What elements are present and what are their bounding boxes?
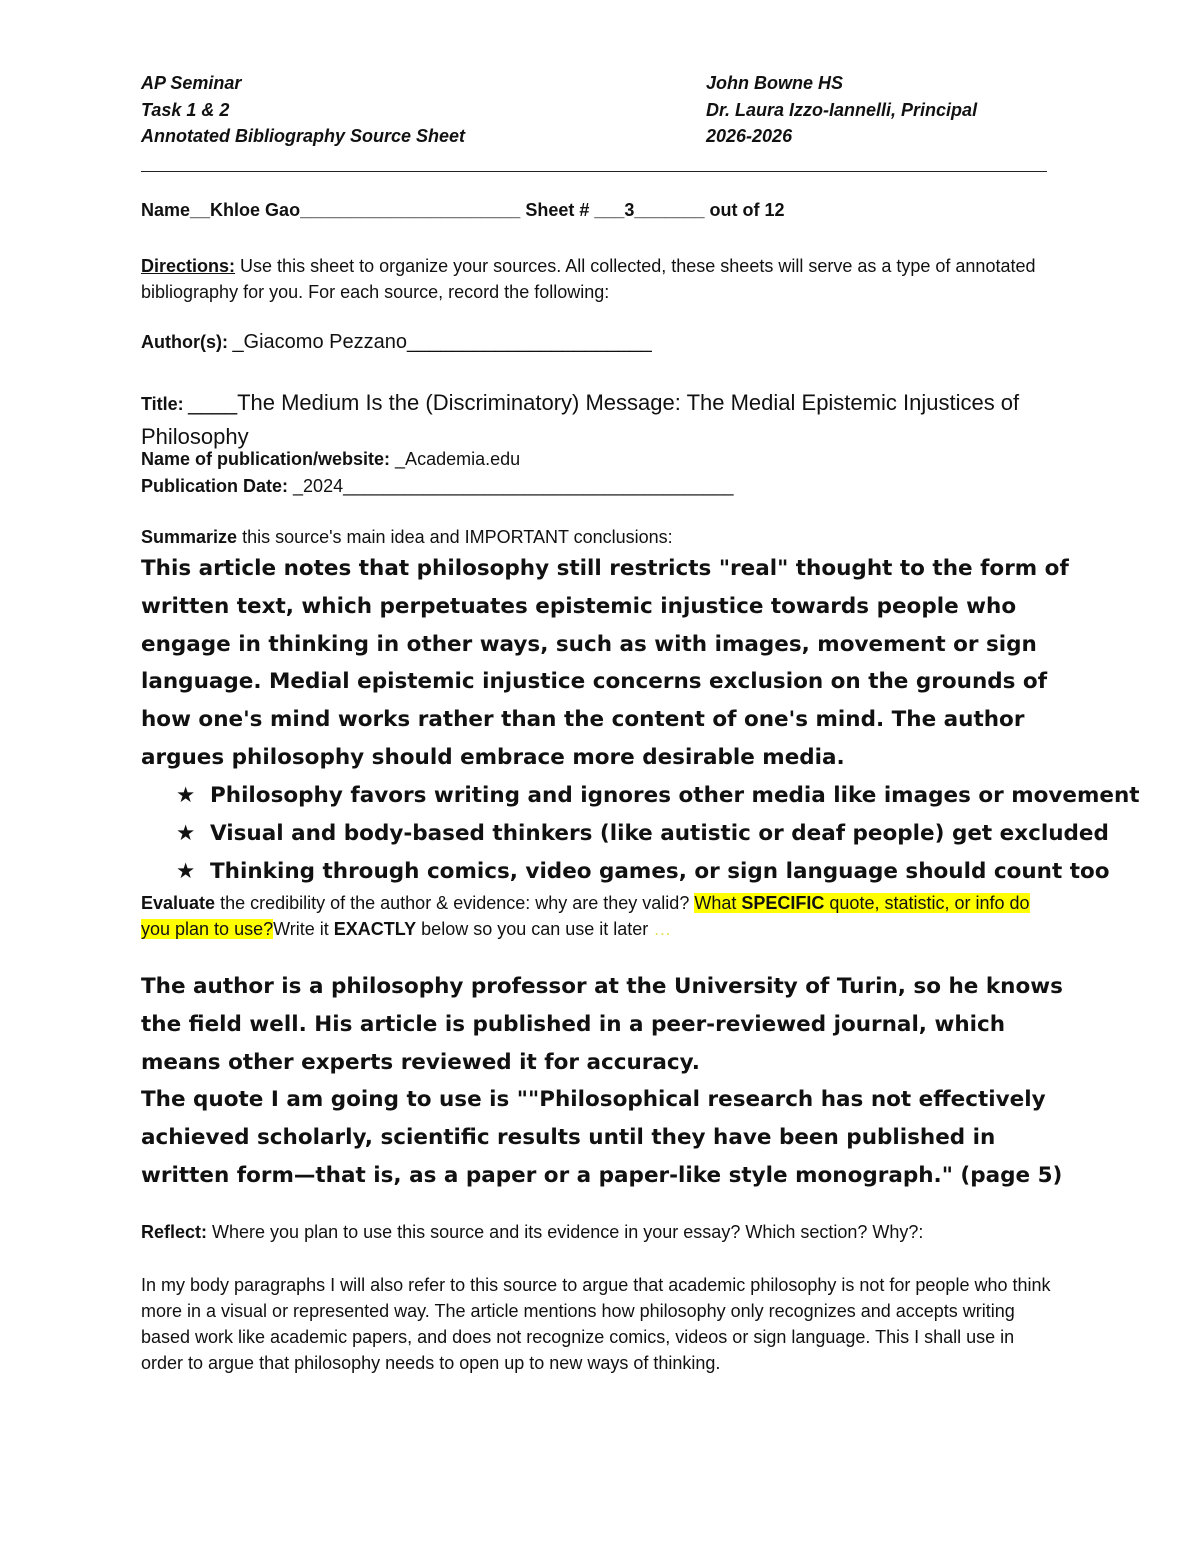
publication-field — [141, 449, 520, 470]
evaluate-below: below so you can use it later — [421, 919, 649, 939]
reflect-instructions: Where you plan to use this source and its evidence in your essay? Which section? Why?: — [212, 1222, 924, 1242]
name-sheet-line — [141, 200, 785, 221]
publication-value: _Academia.edu — [395, 449, 521, 469]
summarize-prompt — [141, 527, 673, 548]
directions — [141, 253, 1041, 305]
directions-text: Use this sheet to organize your sources. All collected, these sheets will serve as a type of annotated bibliography for you. For each source, record the following: — [141, 256, 1036, 302]
summary-text: This article notes that philosophy still restricts "real" thought to the form of written text, which perpetuates epistemic injustice towards people who engage in thinking in other ways, such as with images, movement or sign language. Medial epistemic injustice concerns exclusion on the grounds of how one's mind works rather than the content of one's mind. The author argues philosophy should embrace more desirable media. — [141, 556, 1069, 770]
school-year: 2026-2026 — [706, 126, 793, 146]
name-label: Name — [141, 200, 191, 220]
publication-label: Name of publication/website: — [141, 449, 391, 469]
star-icon: ★ — [176, 858, 196, 884]
reflect-answer: In my body paragraphs I will also refer to this source to argue that academic philosophy is not for people who think more in a visual or represented way. The article mentions how philosophy only recognizes and accepts writing based work like academic papers, and does not recognize comics, videos or sign language. This I shall use in order to argue that philosophy needs to open up to new ways of thinking. — [141, 1275, 1051, 1373]
title-field — [141, 387, 1061, 455]
evaluate-exactly: EXACTLY — [333, 919, 417, 939]
reflect-label: Reflect: — [141, 1222, 208, 1242]
evaluate-write-it: Write it — [273, 919, 329, 939]
authors-label: Author(s): — [141, 332, 228, 352]
credibility-text: The author is a philosophy professor at the University of Turin, so he knows the field well. His article is published in a peer-reviewed journal, which means other experts reviewed it for accuracy. — [141, 974, 1063, 1075]
highlight-rest: quote, statistic, or info do you plan to use? — [141, 893, 1030, 939]
reflect-prompt — [141, 1222, 923, 1243]
bullet-text: Thinking through comics, video games, or sign language should count too — [210, 858, 1110, 884]
task-label: Task 1 & 2 — [141, 99, 230, 120]
summary-bullets — [176, 777, 1140, 890]
header-right — [706, 70, 977, 150]
authors-field — [141, 331, 652, 354]
bullet-text: Philosophy favors writing and ignores other media like images or movement — [210, 783, 1140, 808]
sheet-title: Annotated Bibliography Source Sheet — [141, 126, 466, 146]
evaluate-instructions: the credibility of the author & evidence: why are they valid? — [220, 893, 690, 913]
directions-label: Directions: — [141, 256, 236, 276]
star-icon: ★ — [176, 783, 196, 808]
school-name: John Bowne HS — [706, 73, 844, 93]
evaluate-prompt — [141, 890, 1051, 942]
publication-date-label: Publication Date: — [141, 476, 289, 496]
list-item — [176, 815, 1140, 853]
summarize-label: Summarize — [141, 527, 238, 547]
quote-text: The quote I am going to use is ""Philosophical research has not effectively achieved scholarly, scientific results until they have been published in written form—that is, as a paper or a paper-like style monograph." (page 5) — [141, 1087, 1063, 1188]
name-fill: ______________________ — [300, 200, 521, 220]
principal-name: Dr. Laura Izzo-Iannelli, Principal — [706, 99, 978, 120]
publication-date-value: _2024_______________________________________ — [293, 476, 734, 496]
publication-date-field — [141, 476, 734, 497]
authors-value: _Giacomo Pezzano______________________ — [232, 331, 652, 353]
bullet-text: Visual and body-based thinkers (like autistic or deaf people) get excluded — [210, 820, 1109, 846]
title-label: Title: — [141, 394, 184, 414]
star-icon: ★ — [176, 820, 196, 846]
sheet-number: ___3_______ — [594, 200, 705, 220]
header-left — [141, 70, 465, 150]
list-item — [176, 853, 1140, 891]
sheet-label: Sheet # — [525, 200, 590, 220]
evaluate-answer — [141, 968, 1071, 1195]
highlight-specific: SPECIFIC — [741, 893, 825, 913]
student-name: __Khloe Gao — [190, 200, 301, 220]
course-name: AP Seminar — [141, 73, 242, 93]
title-value: ____The Medium Is the (Discriminatory) Message: The Medial Epistemic Injustices of Philosophy — [141, 390, 1020, 449]
sheet-total: out of 12 — [709, 200, 785, 220]
summarize-instructions: this source's main idea and IMPORTANT conclusions: — [242, 527, 673, 547]
highlight-what: What — [694, 893, 737, 913]
evaluate-label: Evaluate — [141, 893, 216, 913]
evaluate-ellipsis: … — [653, 919, 672, 939]
header-divider — [141, 171, 1047, 172]
list-item — [176, 777, 1140, 815]
